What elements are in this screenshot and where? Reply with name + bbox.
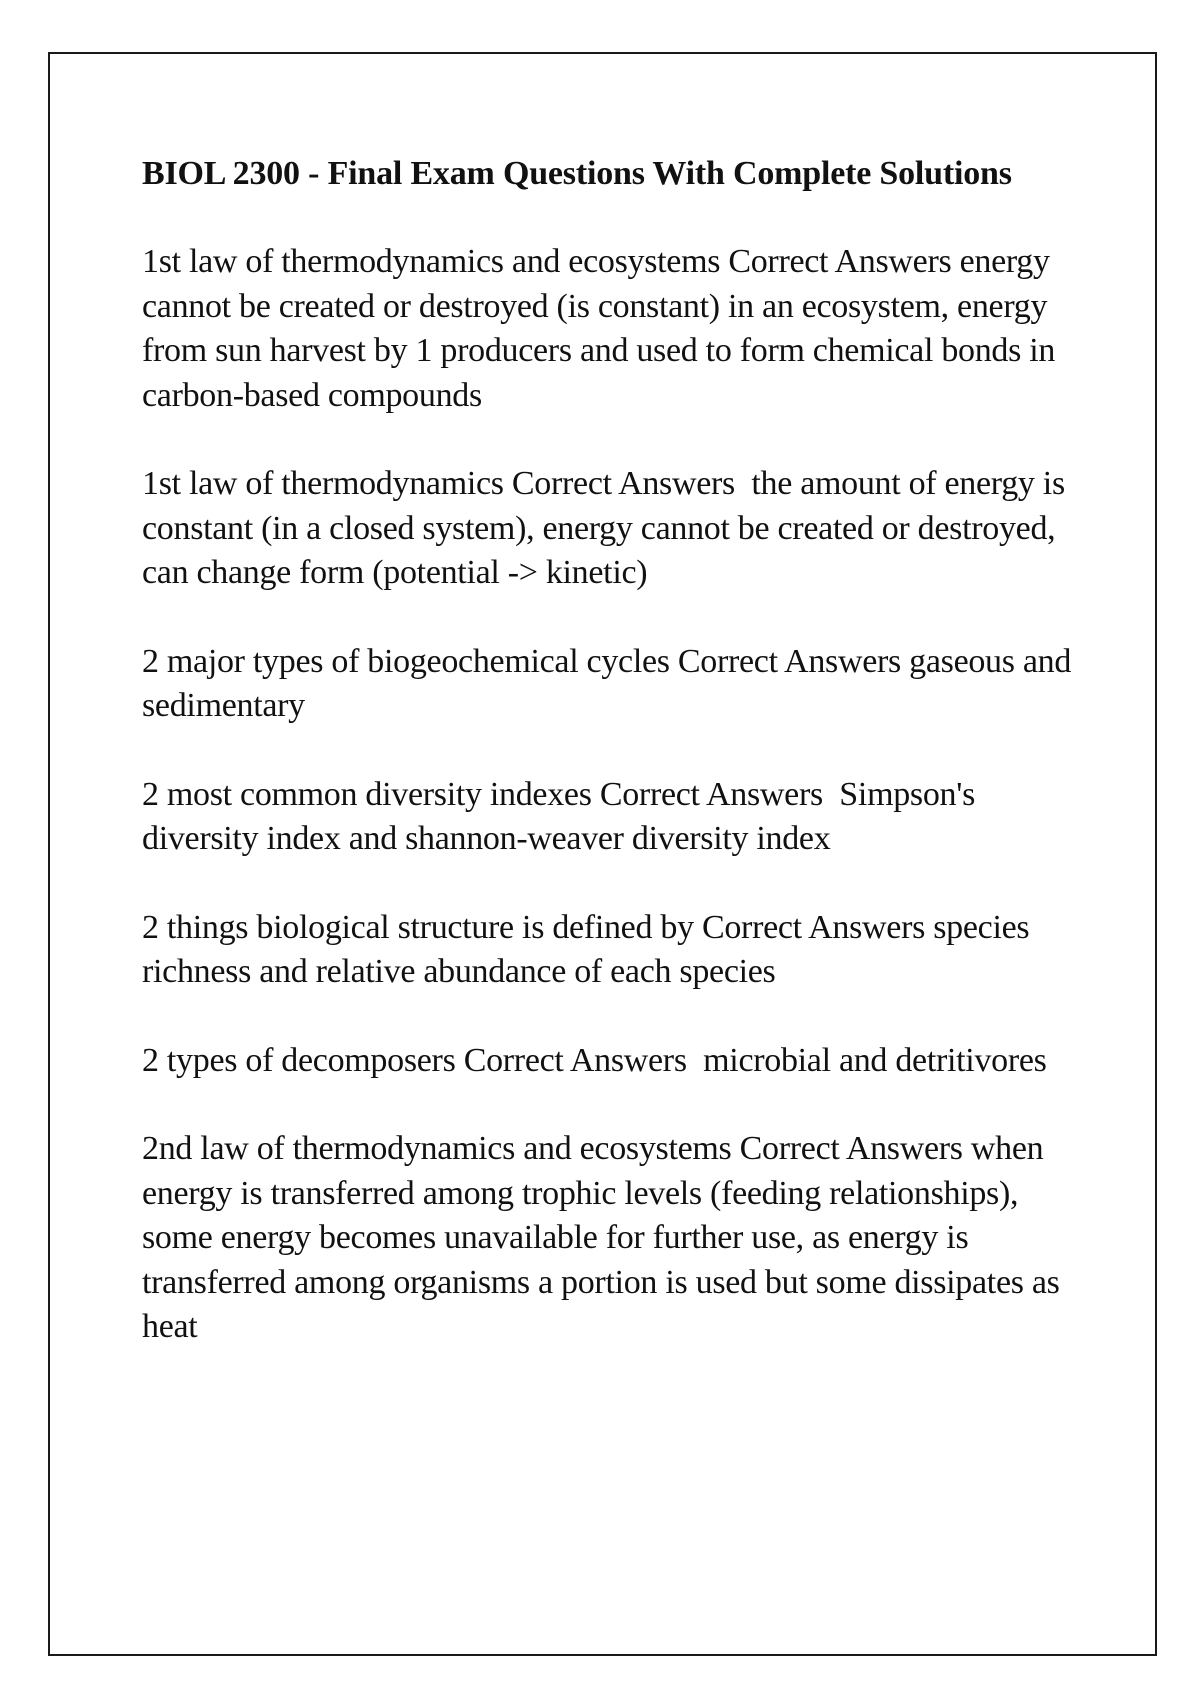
qa-entry: 2nd law of thermodynamics and ecosystems Correct Answers when energy is transferred among trophic levels (feeding relationships), some energy becomes unavailable for further use, as energy is transferred among organisms a portion is used but some dissipates as heat <box>142 1130 1068 1345</box>
qa-entry: 2 types of decomposers Correct Answers microbial and detritivores <box>142 1041 1047 1079</box>
qa-entry: 2 major types of biogeochemical cycles Correct Answers gaseous and sedimentary <box>142 642 1080 724</box>
document-body <box>142 152 1082 1394</box>
qa-entry: 2 things biological structure is defined by Correct Answers species richness and relative abundance of each species <box>142 908 1038 990</box>
qa-entry: 2 most common diversity indexes Correct Answers Simpson's diversity index and shannon-weaver diversity index <box>142 775 984 857</box>
qa-entry: 1st law of thermodynamics and ecosystems Correct Answers energy cannot be created or destroyed (is constant) in an ecosystem, energy from sun harvest by 1 producers and used to form chemical bonds in carbon-based compounds <box>142 243 1064 414</box>
document-title: BIOL 2300 - Final Exam Questions With Complete Solutions <box>142 155 1012 192</box>
qa-entry: 1st law of thermodynamics Correct Answers the amount of energy is constant (in a closed system), energy cannot be created or destroyed, can change form (potential -> kinetic) <box>142 465 1074 591</box>
